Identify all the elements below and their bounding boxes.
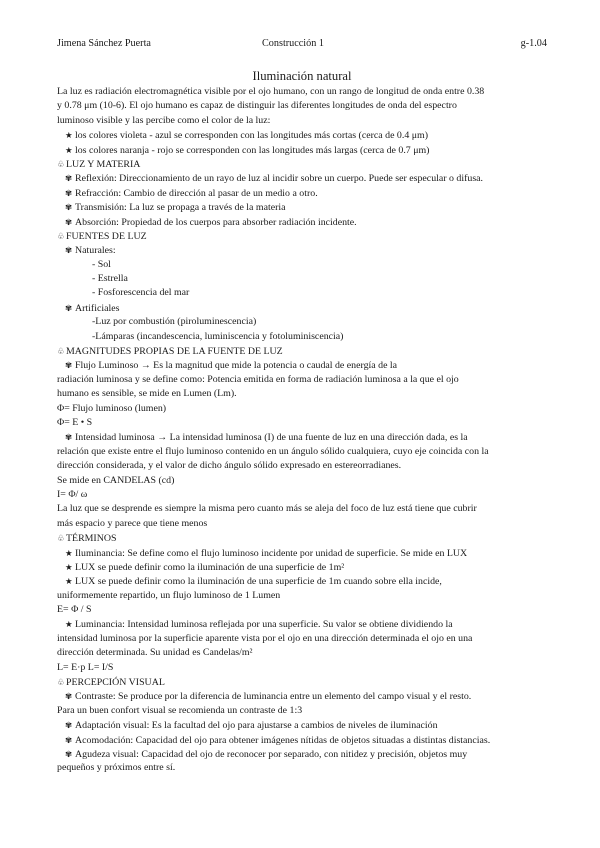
line-text: radiación luminosa y se define como: Potencia emitida en forma de radiación luminosa a la que el ojo [57,373,459,385]
line-text: Adaptación visual: Es la facultad del ojo para ajustarse a cambios de niveles de iluminación [75,720,438,732]
line-text: Intensidad luminosa → La intensidad luminosa (I) de una fuente de luz en una dirección dada, es la [75,432,468,444]
line-text: humano es sensible, se mide en Lumen (Lm). [57,388,237,400]
paragraph-line [57,114,547,128]
line-text: TÉRMINOS [66,533,117,545]
line-text: los colores violeta - azul se corresponden con las longitudes más cortas (cerca de 0.4 μm) [75,130,428,142]
flower-bullet-icon: ✾ [65,216,73,227]
sub-list-item [57,258,547,272]
line-text: - Fosforescencia del mar [92,287,190,299]
paragraph-line [57,603,547,617]
sub-list-item [57,330,547,344]
flower-bullet-icon: ✾ [65,720,73,731]
paragraph-line [57,445,547,459]
line-text: luminoso visible y las percibe como el color de la luz: [57,114,271,126]
line-text: MAGNITUDES PROPIAS DE LA FUENTE DE LUZ [66,346,283,358]
bullet-line [57,301,547,315]
paragraph-line [57,416,547,430]
paragraph-line [57,761,547,775]
document-title: Iluminación natural [252,69,352,83]
paragraph-line [57,517,547,531]
line-text: Contraste: Se produce por la diferencia de luminancia entre un elemento del campo visual y el resto. [75,691,472,703]
flower-bullet-icon: ✾ [65,748,73,759]
bullet-line [57,430,547,444]
line-text: Artificiales [75,302,120,314]
section-heading [57,675,547,689]
bullet-line [57,747,547,761]
club-icon: ♧ [57,230,65,241]
bullet-line [57,733,547,747]
bullet-line [57,574,547,588]
club-icon: ♧ [57,677,65,688]
line-text: y 0.78 μm (10-6). El ojo humano es capaz de distinguir las diferentes longitudes de onda del espectro [57,100,457,112]
paragraph-line [57,488,547,502]
line-text: más espacio y parece que tiene menos [57,517,208,529]
line-text: dirección determinada. Su unidad es Candelas/m² [57,647,253,659]
club-icon: ♧ [57,533,65,544]
bullet-line [57,215,547,229]
flower-bullet-icon: ✾ [65,360,73,371]
bullet-line [57,128,547,142]
paragraph-line [57,459,547,473]
line-text: La luz es radiación electromagnética visible por el ojo humano, con un rango de longitud de onda entre 0.38 [57,86,485,97]
flower-bullet-icon: ✾ [65,173,73,184]
paragraph-line [57,502,547,516]
paragraph-line [57,387,547,401]
bullet-line [57,617,547,631]
line-text: Reflexión: Direccionamiento de un rayo de luz al incidir sobre un cuerpo. Puede ser especular o difusa. [75,173,484,185]
line-text: Se mide en CANDELAS (cd) [57,474,175,486]
line-text: La luz que se desprende es siempre la misma pero cuanto más se aleja del foco de luz está tiene que cubrir [57,503,477,515]
line-text: E= Φ / S [57,604,92,616]
paragraph-line [57,632,547,646]
section-heading [57,229,547,243]
line-text: LUX se puede definir como la iluminación de una superficie de 1m cuando sobre ella incide, [75,576,442,588]
line-text: Naturales: [75,245,116,257]
flower-bullet-icon: ✾ [65,202,73,213]
line-text: Absorción: Propiedad de los cuerpos para absorber radiación incidente. [75,216,357,228]
sub-list-item [57,272,547,286]
paragraph-line [57,85,547,99]
line-text: uniformemente repartido, un flujo luminoso de 1 Lumen [57,589,281,601]
line-text: - Estrella [92,273,128,285]
line-text: Φ= E • S [57,416,93,428]
paragraph-line [57,474,547,488]
line-text: PERCEPCIÓN VISUAL [66,677,165,689]
bullet-line [57,546,547,560]
line-text: FUENTES DE LUZ [66,230,147,242]
line-text: Acomodación: Capacidad del ojo para obtener imágenes nítidas de objetos situadas a distintas distancias. [75,734,491,746]
bullet-line [57,689,547,703]
line-text: -Luz por combustión (piroluminescencia) [92,316,257,328]
document-page [57,38,547,776]
line-text: Agudeza visual: Capacidad del ojo de reconocer por separado, con nitidez y precisión, objetos muy [75,748,468,760]
star-bullet-icon: ★ [65,576,73,587]
star-bullet-icon: ★ [65,547,73,558]
star-bullet-icon: ★ [65,144,73,155]
star-bullet-icon: ★ [65,130,73,141]
bullet-line [57,171,547,185]
flower-bullet-icon: ✾ [65,734,73,745]
paragraph-line [57,646,547,660]
line-text: - Sol [92,258,111,270]
header-author: Jimena Sánchez Puerta [57,38,151,49]
paragraph-line [57,402,547,416]
line-text: LUX se puede definir como la iluminación de una superficie de 1m² [75,561,345,573]
bullet-line [57,243,547,257]
header-code: g-1.04 [520,38,547,49]
bullet-line [57,186,547,200]
flower-bullet-icon: ✾ [65,245,73,256]
bullet-line [57,718,547,732]
line-text: Refracción: Cambio de dirección al pasar de un medio a otro. [75,187,318,199]
paragraph-line [57,589,547,603]
line-text: dirección considerada, y el valor de dicho ángulo sólido expresado en estereorradianes. [57,460,402,472]
sub-list-item [57,315,547,329]
star-bullet-icon: ★ [65,561,73,572]
flower-bullet-icon: ✾ [65,691,73,702]
page-header [57,38,547,52]
line-text: L= E·p L= I/S [57,661,114,673]
bullet-line [57,200,547,214]
sub-list-item [57,286,547,300]
line-text: Luminancia: Intensidad luminosa reflejada por una superficie. Su valor se obtiene dividiendo la [75,619,453,631]
line-text: pequeños y próximos entre sí. [57,762,176,774]
section-heading [57,344,547,358]
line-text: Transmisión: La luz se propaga a través de la materia [75,202,286,214]
line-text: relación que existe entre el flujo luminoso contenido en un ángulo sólido cualquiera, cuyo eje coincida con la [57,445,489,457]
line-text: I= Φ/ ω [57,488,88,500]
club-icon: ♧ [57,158,65,169]
section-heading [57,157,547,171]
line-text: Iluminancia: Se define como el flujo luminoso incidente por unidad de superficie. Se mide en LUX [75,547,468,559]
line-text: -Lámparas (incandescencia, luminiscencia y fotoluminiscencia) [92,330,344,342]
flower-bullet-icon: ✾ [65,302,73,313]
line-text: Φ= Flujo luminoso (lumen) [57,402,167,414]
section-heading [57,531,547,545]
flower-bullet-icon: ✾ [65,187,73,198]
bullet-line [57,358,547,372]
flower-bullet-icon: ✾ [65,432,73,443]
line-text: Flujo Luminoso → Es la magnitud que mide la potencia o caudal de energía de la [75,360,398,372]
bullet-line [57,143,547,157]
paragraph-line [57,99,547,113]
paragraph-line [57,661,547,675]
bullet-line [57,560,547,574]
star-bullet-icon: ★ [65,619,73,630]
paragraph-line [57,704,547,718]
line-text: los colores naranja - rojo se corresponden con las longitudes más largas (cerca de 0.7 μm) [75,144,430,156]
club-icon: ♧ [57,346,65,357]
line-text: LUZ Y MATERIA [66,158,141,170]
line-text: Para un buen confort visual se recomienda un contraste de 1:3 [57,704,303,716]
document-body [57,85,547,776]
line-text: intensidad luminosa por la superficie aparente vista por el ojo en una dirección determinada el ojo en una [57,632,473,644]
paragraph-line [57,373,547,387]
header-course: Construcción 1 [262,38,324,49]
